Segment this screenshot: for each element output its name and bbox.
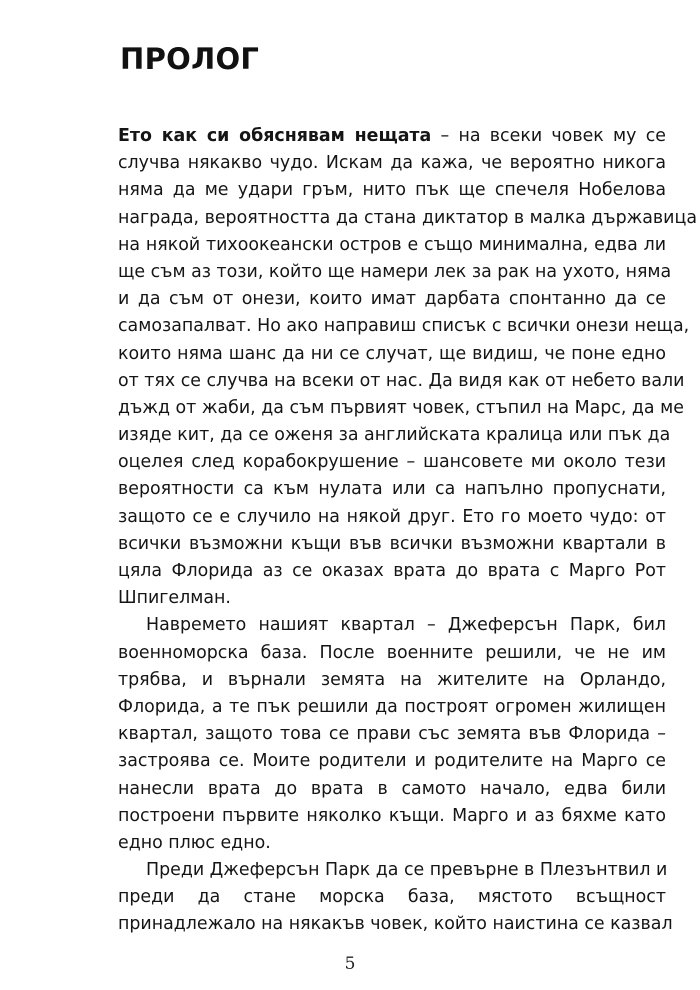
text-line: няма да ме удари гръм, нито пък ще спечеля Нобелова	[118, 180, 666, 201]
text-line: дъжд от жаби, да съм първият човек, стъпил на Марс, да ме	[118, 397, 684, 418]
text-line: награда, вероятността да стана диктатор в малка държавица	[118, 207, 697, 228]
text-line: нанесли врата до врата в самото начало, едва били	[118, 778, 666, 799]
text-line: трябва, и върнали земята на жителите на Орландо,	[118, 669, 666, 690]
text-line: ще съм аз този, който ще намери лек за рак на ухото, няма	[118, 261, 672, 282]
text-line: изяде кит, да се оженя за английската кралица или пък да	[118, 425, 671, 446]
page-number: 5	[344, 954, 356, 974]
text-line: на някой тихоокеански остров е също минимална, едва ли	[118, 234, 666, 255]
text-line: построени първите няколко къщи. Марго и аз бяхме като	[118, 805, 666, 826]
text-line: Шпигелман.	[118, 588, 231, 609]
chapter-title: ПРОЛОГ	[120, 42, 260, 76]
text-line: и да съм от онези, които имат дарбата спонтанно да се	[118, 289, 666, 310]
text-line: вероятности са към нулата или са напълно пропуснати,	[118, 479, 666, 500]
text-line: самозапалват. Но ако направиш списък с всички онези неща,	[118, 316, 690, 337]
text-line: преди да стане морска база, мястото всъщност	[118, 887, 666, 908]
text-line: които няма шанс да ни се случат, ще видиш, че поне едно	[118, 343, 666, 364]
text-line: едно плюс едно.	[118, 832, 271, 853]
text-line: застроява се. Моите родители и родителите на Марго се	[118, 751, 666, 772]
text-line: оцелея след корабокрушение – шансовете ми около тези	[118, 452, 666, 473]
lead-phrase: Ето как си обяснявам нещата	[118, 126, 432, 146]
text-line: принадлежало на някакъв човек, който наистина се казвал	[118, 914, 673, 935]
text-line: случва някакво чудо. Искам да кажа, че вероятно никога	[118, 153, 666, 174]
text-line: Навремето нашият квартал – Джеферсън Парк, бил	[146, 615, 666, 636]
text-line	[118, 123, 666, 150]
text-line: квартал, защото това се прави със земята във Флорида –	[118, 724, 666, 745]
text-line: Флорида, а те пък решили да построят огромен жилищен	[118, 696, 666, 717]
text-line: Преди Джеферсън Парк да се превърне в Плезънтвил и	[146, 860, 668, 881]
text-line: защото се е случило на някой друг. Ето го моето чудо: от	[118, 506, 666, 527]
text-line-content: – на всеки човек му се	[431, 126, 666, 146]
text-line: военноморска база. После военните решили, че не им	[118, 642, 666, 663]
text-line: всички възможни къщи във всички възможни квартали в	[118, 533, 666, 554]
text-line: цяла Флорида аз се оказах врата до врата с Марго Рот	[118, 561, 666, 581]
text-line: от тях се случва на всеки от нас. Да видя как от небето вали	[118, 370, 685, 391]
body-text	[118, 123, 697, 939]
